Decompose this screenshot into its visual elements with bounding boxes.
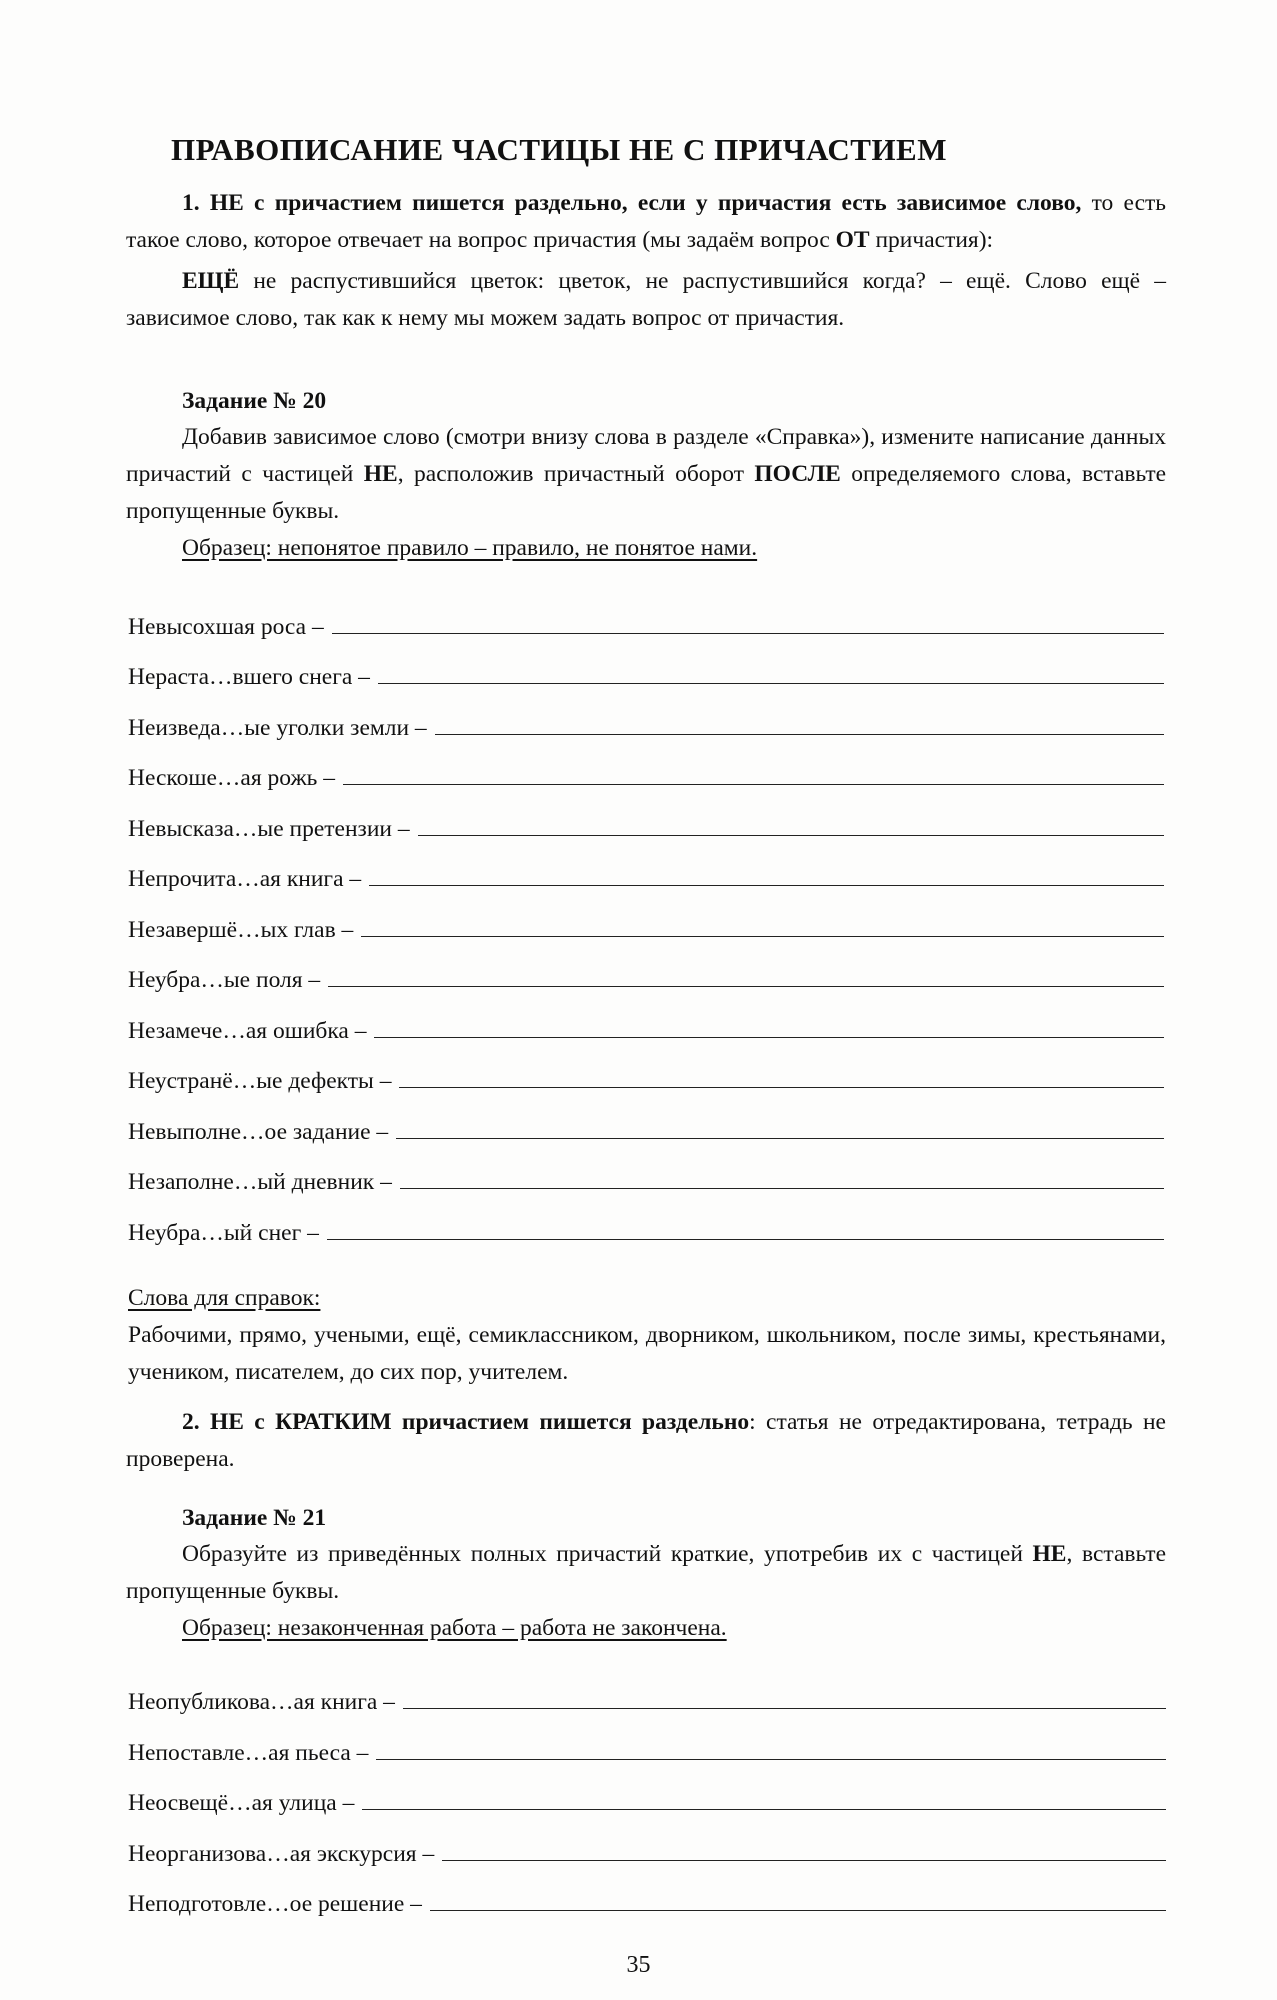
task-21-title: Задание № 21 <box>182 1504 327 1531</box>
task-20-instr-a: Добавив зависимое слово (смотри внизу слова в разделе «Справка»), измените написание данных причастий с частицей <box>126 424 1166 487</box>
task-20-instr-bold-posle: ПОСЛЕ <box>754 461 841 487</box>
exercise-phrase: Нераста…вшего снега – <box>128 664 370 690</box>
exercise-phrase: Непоставле…ая пьеса – <box>128 1739 369 1766</box>
answer-line[interactable] <box>376 1759 1166 1760</box>
task-21-instr-b: , вставьте пропущенные буквы. <box>126 1540 1166 1604</box>
exercise-row <box>126 949 1166 1000</box>
rule-1-text-b: причастия): <box>869 227 994 253</box>
rule-2-paragraph <box>126 1404 1166 1478</box>
answer-line[interactable] <box>403 1708 1166 1709</box>
task-20-instr-bold-ne: НЕ <box>363 461 398 487</box>
answer-line[interactable] <box>362 1809 1166 1810</box>
task-20-exercise-list <box>126 595 1166 1252</box>
task-21-exercise-list <box>126 1671 1166 1924</box>
exercise-phrase: Незаполне…ый дневник – <box>128 1169 392 1195</box>
answer-line[interactable] <box>399 1087 1164 1088</box>
page-title: ПРАВОПИСАНИЕ ЧАСТИЦЫ НЕ С ПРИЧАСТИЕМ <box>171 132 947 167</box>
exercise-phrase: Неубра…ый снег – <box>128 1219 319 1246</box>
answer-line[interactable] <box>435 734 1164 735</box>
task-21-instr-a: Образуйте из приведённых полных причастий краткие, употребив их с частицей <box>182 1540 1033 1567</box>
exercise-row <box>126 646 1166 697</box>
answer-line[interactable] <box>418 835 1164 836</box>
answer-line[interactable] <box>361 936 1164 937</box>
answer-line[interactable] <box>369 885 1164 886</box>
exercise-row <box>126 747 1166 798</box>
exercise-row <box>126 1671 1166 1722</box>
reference-words-text: Рабочими, прямо, учеными, ещё, семиклассником, дворником, школьником, после зимы, крестьянами, учеником, писателем, до сих пор, учителем. <box>128 1321 1166 1385</box>
exercise-phrase: Неорганизова…ая экскурсия – <box>128 1840 435 1867</box>
answer-line[interactable] <box>400 1188 1164 1189</box>
exercise-row <box>126 1050 1166 1101</box>
task-20-title: Задание № 20 <box>182 388 327 414</box>
exercise-phrase: Незамече…ая ошибка – <box>128 1017 367 1044</box>
answer-line[interactable] <box>378 683 1164 684</box>
exercise-row <box>126 1822 1166 1873</box>
task-20-instr-b: , расположив причастный оборот <box>397 461 755 487</box>
exercise-row <box>126 898 1166 949</box>
answer-line[interactable] <box>332 633 1164 634</box>
rule-2-text: : статья не отредактирована, тетрадь не проверена. <box>126 1408 1166 1472</box>
exercise-phrase: Непрочита…ая книга – <box>128 866 362 892</box>
answer-line[interactable] <box>328 986 1164 987</box>
answer-line[interactable] <box>442 1860 1166 1861</box>
exercise-phrase: Неподготовле…ое решение – <box>128 1891 422 1917</box>
rule-1-paragraph <box>126 185 1166 259</box>
exercise-phrase: Неустранё…ые дефекты – <box>128 1068 392 1094</box>
rule-1-example-bold: ЕЩЁ <box>182 268 240 294</box>
exercise-row <box>126 1772 1166 1823</box>
task-21-sample: Образец: незаконченная работа – работа не закончена. <box>182 1614 727 1641</box>
exercise-row <box>126 1873 1166 1924</box>
exercise-phrase: Неизведа…ые уголки земли – <box>128 714 427 741</box>
task-21-instr-bold-ne: НЕ <box>1032 1540 1067 1567</box>
exercise-phrase: Невысохшая роса – <box>128 613 324 640</box>
exercise-row <box>126 999 1166 1050</box>
exercise-row <box>126 1100 1166 1151</box>
rule-1-bold-ot: ОТ <box>835 227 870 253</box>
exercise-phrase: Неопубликова…ая книга – <box>128 1689 395 1715</box>
rule-1-example <box>126 263 1166 337</box>
exercise-row <box>126 1151 1166 1202</box>
exercise-phrase: Неосвещё…ая улица – <box>128 1790 355 1816</box>
exercise-phrase: Неубра…ые поля – <box>128 967 321 993</box>
exercise-row <box>126 595 1166 646</box>
task-21-instructions <box>126 1536 1166 1610</box>
exercise-row <box>126 696 1166 747</box>
page-content <box>126 128 1166 1947</box>
rule-2-bold: 2. НЕ с КРАТКИМ причастием пишется раздельно <box>182 1408 750 1435</box>
exercise-row <box>126 848 1166 899</box>
rule-1-text-a: то есть такое слово, которое отвечает на вопрос причастия (мы задаём вопрос <box>126 190 1166 253</box>
task-20-instructions <box>126 419 1166 530</box>
answer-line[interactable] <box>327 1239 1164 1240</box>
answer-line[interactable] <box>374 1037 1164 1038</box>
rule-1-bold-intro: 1. НЕ с причастием пишется раздельно, если у причастия есть зависимое слово, <box>182 190 1082 216</box>
answer-line[interactable] <box>343 784 1164 785</box>
exercise-row <box>126 1721 1166 1772</box>
rule-1-example-text: не распустившийся цветок: цветок, не распустившийся когда? – ещё. Слово ещё – зависимое слово, так как к нему мы можем задать вопрос от причастия. <box>126 268 1166 331</box>
page-number: 35 <box>626 1952 651 1978</box>
task-20-instr-c: определяемого слова, вставьте пропущенные буквы. <box>126 461 1167 524</box>
exercise-row <box>126 797 1166 848</box>
reference-words-title: Слова для справок: <box>128 1284 321 1311</box>
exercise-phrase: Нескоше…ая рожь – <box>128 765 336 791</box>
exercise-phrase: Невыполне…ое задание – <box>128 1118 389 1145</box>
task-20-sample: Образец: непонятое правило – правило, не понятое нами. <box>182 535 758 561</box>
exercise-phrase: Незавершё…ых глав – <box>128 916 354 943</box>
exercise-phrase: Невысказа…ые претензии – <box>128 815 410 842</box>
answer-line[interactable] <box>430 1910 1166 1911</box>
answer-line[interactable] <box>396 1138 1164 1139</box>
exercise-row <box>126 1201 1166 1252</box>
